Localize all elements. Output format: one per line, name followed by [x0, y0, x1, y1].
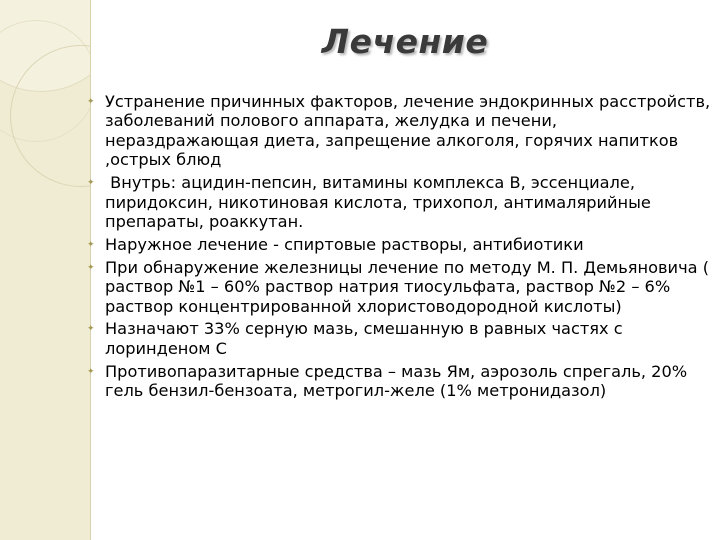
bullet-icon: ✦: [87, 239, 95, 250]
bullet-text: При обнаружение железницы лечение по методу М. П. Демьяновича ( раствор №1 – 60% раствор натрия тиосульфата, раствор №2 – 6% раствор концентрированной хлористоводородной кислоты): [105, 257, 710, 316]
bullet-text: Устранение причинных факторов, лечение эндокринных расстройств, заболеваний полового аппарата, желудка и печени, нераздражающая диета, запрещение алкоголя, горячих напитков ,острых блюд: [105, 92, 711, 170]
list-item: [87, 319, 715, 358]
bullet-list: [87, 92, 715, 404]
bullet-icon: ✦: [87, 262, 95, 273]
list-item: [87, 235, 715, 254]
bullet-text: Наружное лечение - спиртовые растворы, антибиотики: [105, 234, 584, 254]
bullet-icon: ✦: [87, 97, 95, 107]
bullet-text: Назначают 33% серную мазь, смешанную в равных частях с лоринденом С: [105, 319, 623, 358]
bullet-text: Противопаразитарные средства – мазь Ям, аэрозоль спрегаль, 20% гель бензил-бензоата, метрогил-желе (1% метронидазол): [105, 361, 688, 401]
list-item: [87, 92, 715, 170]
decorative-side-panel: [0, 0, 90, 540]
bullet-icon: ✦: [87, 324, 95, 335]
bullet-icon: ✦: [87, 178, 95, 189]
list-item: [87, 258, 715, 316]
bullet-text: Внутрь: ацидин-пепсин, витамины комплекса В, эссенциале, пиридоксин, никотиновая кислота, трихопол, антималярийные препараты, роаккутан.: [105, 173, 657, 231]
list-item: [87, 362, 715, 401]
bullet-icon: ✦: [87, 366, 95, 377]
list-item: [87, 173, 715, 231]
slide-title: Лечение: [321, 22, 489, 61]
